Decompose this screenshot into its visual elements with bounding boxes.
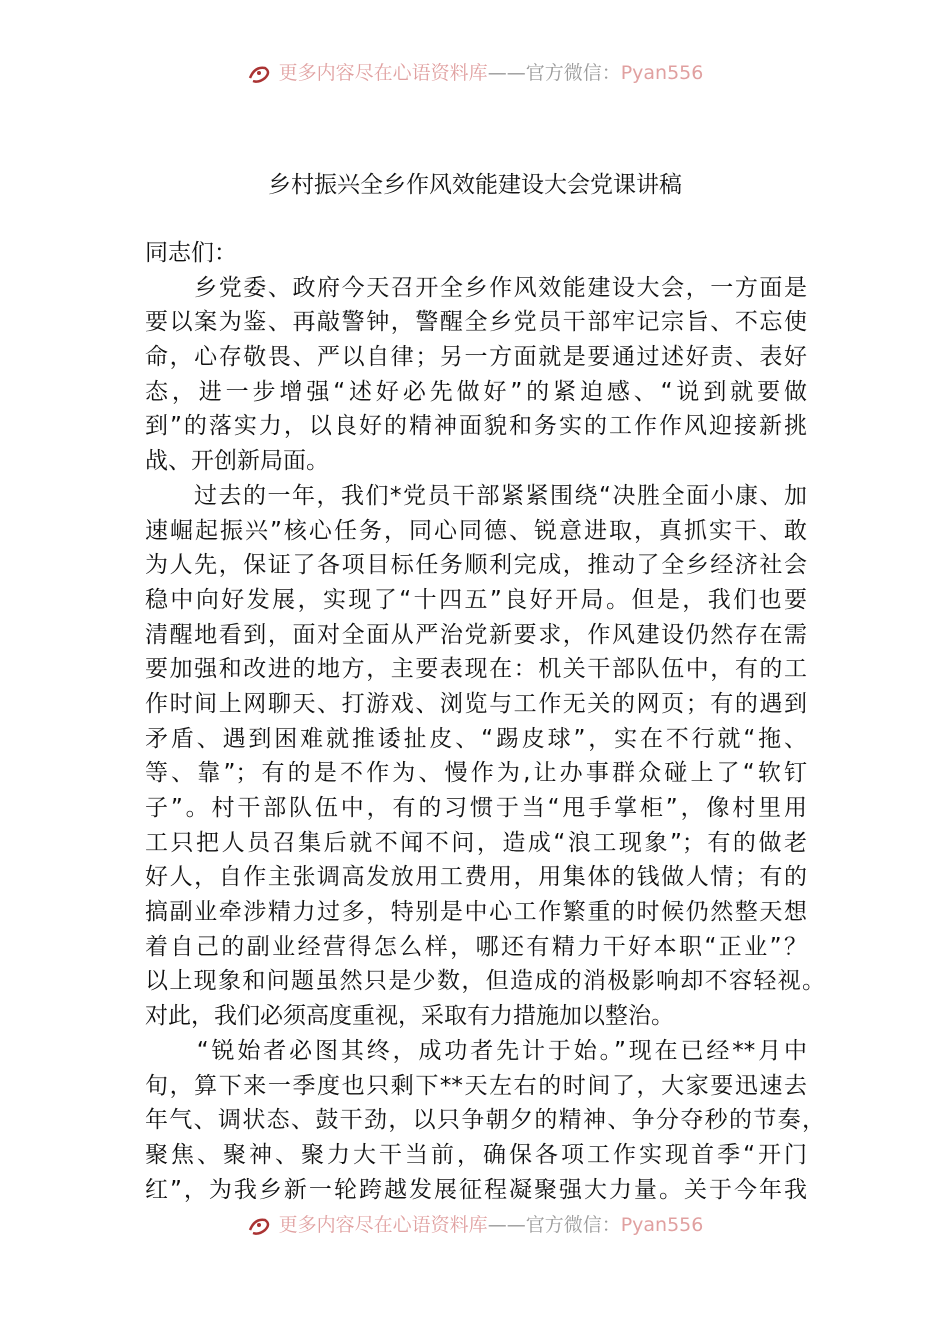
text-line: 旬，算下来一季度也只剩下**天左右的时间了，大家要迅速去 bbox=[145, 1072, 807, 1099]
text-line: 以上现象和问题虽然只是少数，但造成的消极影响却不容轻视。 bbox=[145, 968, 825, 995]
text-line: 着自己的副业经营得怎么样，哪还有精力干好本职“正业”？ bbox=[145, 933, 807, 960]
logo-icon bbox=[247, 1216, 273, 1236]
text-line: 工只把人员召集后就不闻不问，造成“浪工现象”；有的做老 bbox=[145, 829, 807, 856]
text-line: 要加强和改进的地方，主要表现在：机关干部队伍中，有的工 bbox=[145, 656, 807, 683]
text-line: 态，进一步增强“述好必先做好”的紧迫感、“说到就要做 bbox=[145, 378, 807, 405]
text-line: 同志们： bbox=[145, 240, 237, 266]
text-line: 子”。村干部队伍中，有的习惯于当“甩手掌柜”，像村里用 bbox=[145, 795, 807, 821]
document-body bbox=[145, 236, 825, 1207]
text-line: 搞副业牵涉精力过多，特别是中心工作繁重的时候仍然整天想 bbox=[145, 899, 807, 926]
text-line: 乡党委、政府今天召开全乡作风效能建设大会，一方面是 bbox=[145, 274, 807, 301]
text-line: “锐始者必图其终，成功者先计于始。”现在已经**月中 bbox=[145, 1037, 807, 1064]
text-line: 红”，为我乡新一轮跨越发展征程凝聚强大力量。关于今年我 bbox=[145, 1176, 807, 1203]
text-line: 年气、调状态、鼓干劲，以只争朝夕的精神、争分夺秒的节奏， bbox=[145, 1107, 825, 1134]
text-line: 聚焦、聚神、聚力大干当前，确保各项工作实现首季“开门 bbox=[145, 1141, 807, 1168]
text-line: 要以案为鉴、再敲警钟，警醒全乡党员干部牢记宗旨、不忘使 bbox=[145, 309, 807, 336]
text-line: 为人先，保证了各项目标任务顺利完成，推动了全乡经济社会 bbox=[145, 552, 807, 579]
text-line: 作时间上网聊天、打游戏、浏览与工作无关的网页；有的遇到 bbox=[145, 690, 807, 717]
watermark-header: 更多内容尽在心语资料库——官方微信：Pyan556 bbox=[0, 58, 950, 85]
text-line: 命，心存敬畏、严以自律；另一方面就是要通过述好责、表好 bbox=[145, 344, 807, 371]
document-title: 乡村振兴全乡作风效能建设大会党课讲稿 bbox=[268, 172, 682, 198]
text-line: 好人，自作主张调高发放用工费用，用集体的钱做人情；有的 bbox=[145, 864, 807, 891]
text-line: 清醒地看到，面对全面从严治党新要求，作风建设仍然存在需 bbox=[145, 621, 807, 648]
text-line: 对此，我们必须高度重视，采取有力措施加以整治。 bbox=[145, 1003, 674, 1030]
text-line: 到”的落实力，以良好的精神面貌和务实的工作作风迎接新挑 bbox=[145, 413, 807, 440]
text-line: 矛盾、遇到困难就推诿扯皮、“踢皮球”，实在不行就“拖、 bbox=[145, 725, 807, 752]
logo-icon bbox=[247, 64, 273, 84]
watermark-footer: 更多内容尽在心语资料库——官方微信：Pyan556 bbox=[0, 1210, 950, 1237]
text-line: 过去的一年，我们*党员干部紧紧围绕“决胜全面小康、加 bbox=[145, 482, 807, 509]
text-line: 稳中向好发展，实现了“十四五”良好开局。但是，我们也要 bbox=[145, 586, 807, 613]
text-line: 等、靠”；有的是不作为、慢作为,让办事群众碰上了“软钉 bbox=[145, 760, 807, 787]
text-line: 速崛起振兴”核心任务，同心同德、锐意进取，真抓实干、敢 bbox=[145, 517, 807, 544]
text-line: 战、开创新局面。 bbox=[145, 448, 329, 475]
